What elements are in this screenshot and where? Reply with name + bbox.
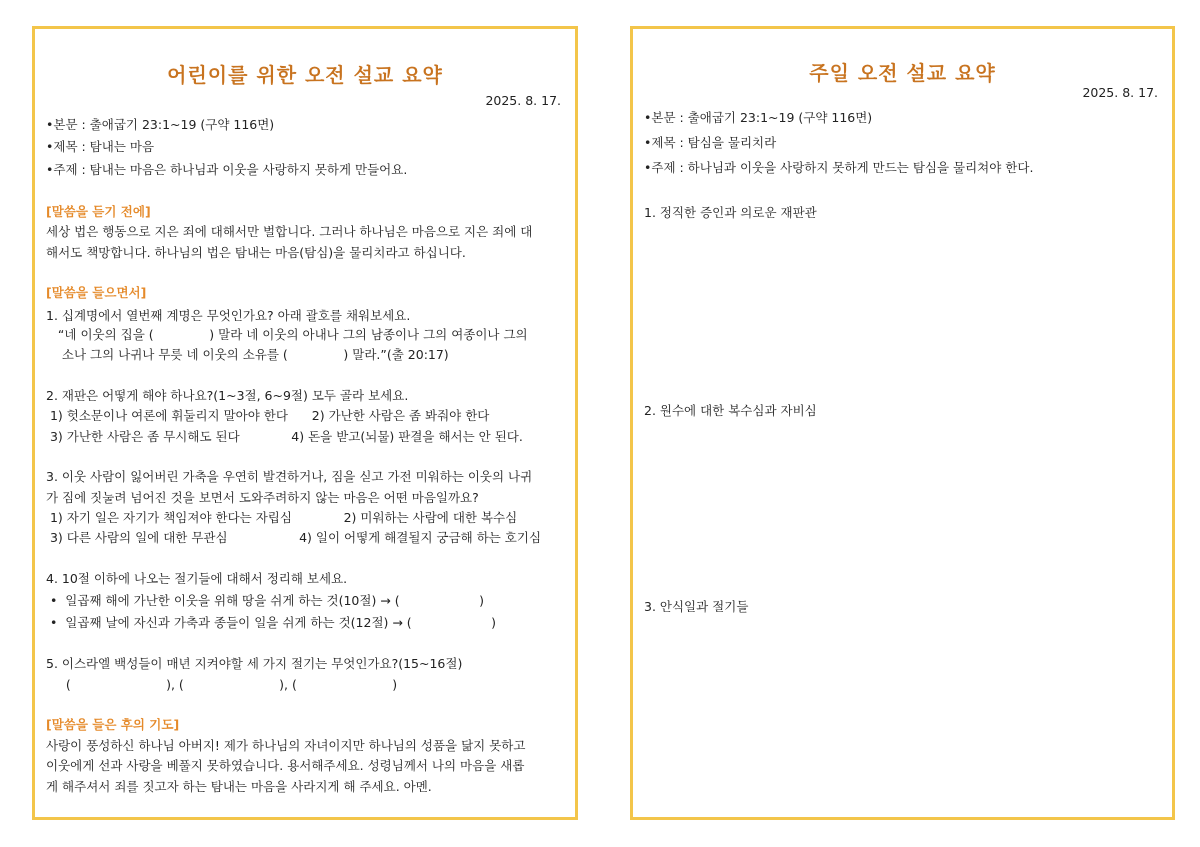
question-4-item: • 일곱째 날에 자신과 가축과 종들이 일을 쉬게 하는 것(12절) → ( ) xyxy=(46,615,497,630)
question-2-text: 2. 재판은 어떻게 해야 하나요?(1~3절, 6~9절) 모두 골라 보세요. xyxy=(46,388,409,403)
question-5-text: 5. 이스라엘 백성들이 매년 지켜야할 세 가지 절기는 무엇인가요?(15~16절) xyxy=(46,656,463,671)
while-listening-heading: [말씀을 들으면서] xyxy=(46,285,147,300)
before-listening-line: 세상 법은 행동으로 지은 죄에 대해서만 벌합니다. 그러나 하나님은 마음으로 지은 죄에 대 xyxy=(46,224,533,239)
question-2-options: 3) 가난한 사람은 좀 무시해도 된다 4) 돈을 받고(뇌물) 판결을 해서는 안 된다. xyxy=(46,429,523,444)
sermon-theme: •주제 : 하나님과 이웃을 사랑하지 못하게 만드는 탐심을 물리쳐야 한다. xyxy=(644,160,1034,175)
scripture-reference: •본문 : 출애굽기 23:1~19 (구약 116면) xyxy=(644,110,873,125)
question-3-options: 1) 자기 일은 자기가 책임져야 한다는 자립심 2) 미워하는 사람에 대한 복수심 xyxy=(46,510,518,525)
kids-sheet-date: 2025. 8. 17. xyxy=(485,93,561,108)
kids-sermon-sheet xyxy=(32,26,578,820)
before-listening-heading: [말씀을 듣기 전에] xyxy=(46,204,151,219)
sermon-point-2: 2. 원수에 대한 복수심과 자비심 xyxy=(644,403,817,418)
question-3-options: 3) 다른 사람의 일에 대한 무관심 4) 일이 어떻게 해결될지 궁금해 하는 호기심 xyxy=(46,530,542,545)
sunday-sheet-title: 주일 오전 설교 요약 xyxy=(809,61,996,85)
question-5-blanks: ( ), ( ), ( ) xyxy=(46,677,398,692)
sermon-subject: •제목 : 탐내는 마음 xyxy=(46,139,155,154)
scripture-reference: •본문 : 출애굽기 23:1~19 (구약 116면) xyxy=(46,117,275,132)
sermon-subject: •제목 : 탐심을 물리치라 xyxy=(644,135,777,150)
question-2-options: 1) 헛소문이나 여론에 휘둘리지 말아야 한다 2) 가난한 사람은 좀 봐줘야 한다 xyxy=(46,408,490,423)
prayer-line: 이웃에게 선과 사랑을 베풀지 못하였습니다. 용서해주세요. 성령님께서 나의 마음을 새롭 xyxy=(46,758,525,773)
sermon-theme: •주제 : 탐내는 마음은 하나님과 이웃을 사랑하지 못하게 만들어요. xyxy=(46,162,408,177)
kids-sheet-title: 어린이를 위한 오전 설교 요약 xyxy=(167,63,443,87)
question-4-text: 4. 10절 이하에 나오는 절기들에 대해서 정리해 보세요. xyxy=(46,571,348,586)
sermon-point-1: 1. 정직한 증인과 의로운 재판관 xyxy=(644,205,817,220)
question-1-verse: 소나 그의 나귀나 무릇 네 이웃의 소유를 ( ) 말라.”(출 20:17) xyxy=(46,347,449,362)
sunday-sheet-date: 2025. 8. 17. xyxy=(1082,85,1158,100)
before-listening-line: 해서도 책망합니다. 하나님의 법은 탐내는 마음(탐심)을 물리치라고 하십니다. xyxy=(46,245,466,260)
question-1-verse: “네 이웃의 집을 ( ) 말라 네 이웃의 아내나 그의 남종이나 그의 여종이나 그의 xyxy=(46,327,528,342)
after-listening-prayer-heading: [말씀을 들은 후의 기도] xyxy=(46,717,180,732)
prayer-line: 사랑이 풍성하신 하나님 아버지! 제가 하나님의 자녀이지만 하나님의 성품을 닮지 못하고 xyxy=(46,738,526,753)
question-3-text: 가 짐에 짓눌려 넘어진 것을 보면서 도와주려하지 않는 마음은 어떤 마음일까요? xyxy=(46,490,479,505)
question-3-text: 3. 이웃 사람이 잃어버린 가축을 우연히 발견하거나, 짐을 싣고 가전 미워하는 이웃의 나귀 xyxy=(46,469,533,484)
question-4-item: • 일곱째 해에 가난한 이웃을 위해 땅을 쉬게 하는 것(10절) → ( ) xyxy=(46,593,484,608)
sunday-sermon-sheet xyxy=(630,26,1175,820)
question-1-text: 1. 십계명에서 열번째 계명은 무엇인가요? 아래 괄호를 채워보세요. xyxy=(46,308,411,323)
prayer-line: 게 해주셔서 죄를 짓고자 하는 탐내는 마음을 사라지게 해 주세요. 아멘. xyxy=(46,779,432,794)
sermon-point-3: 3. 안식일과 절기들 xyxy=(644,599,749,614)
